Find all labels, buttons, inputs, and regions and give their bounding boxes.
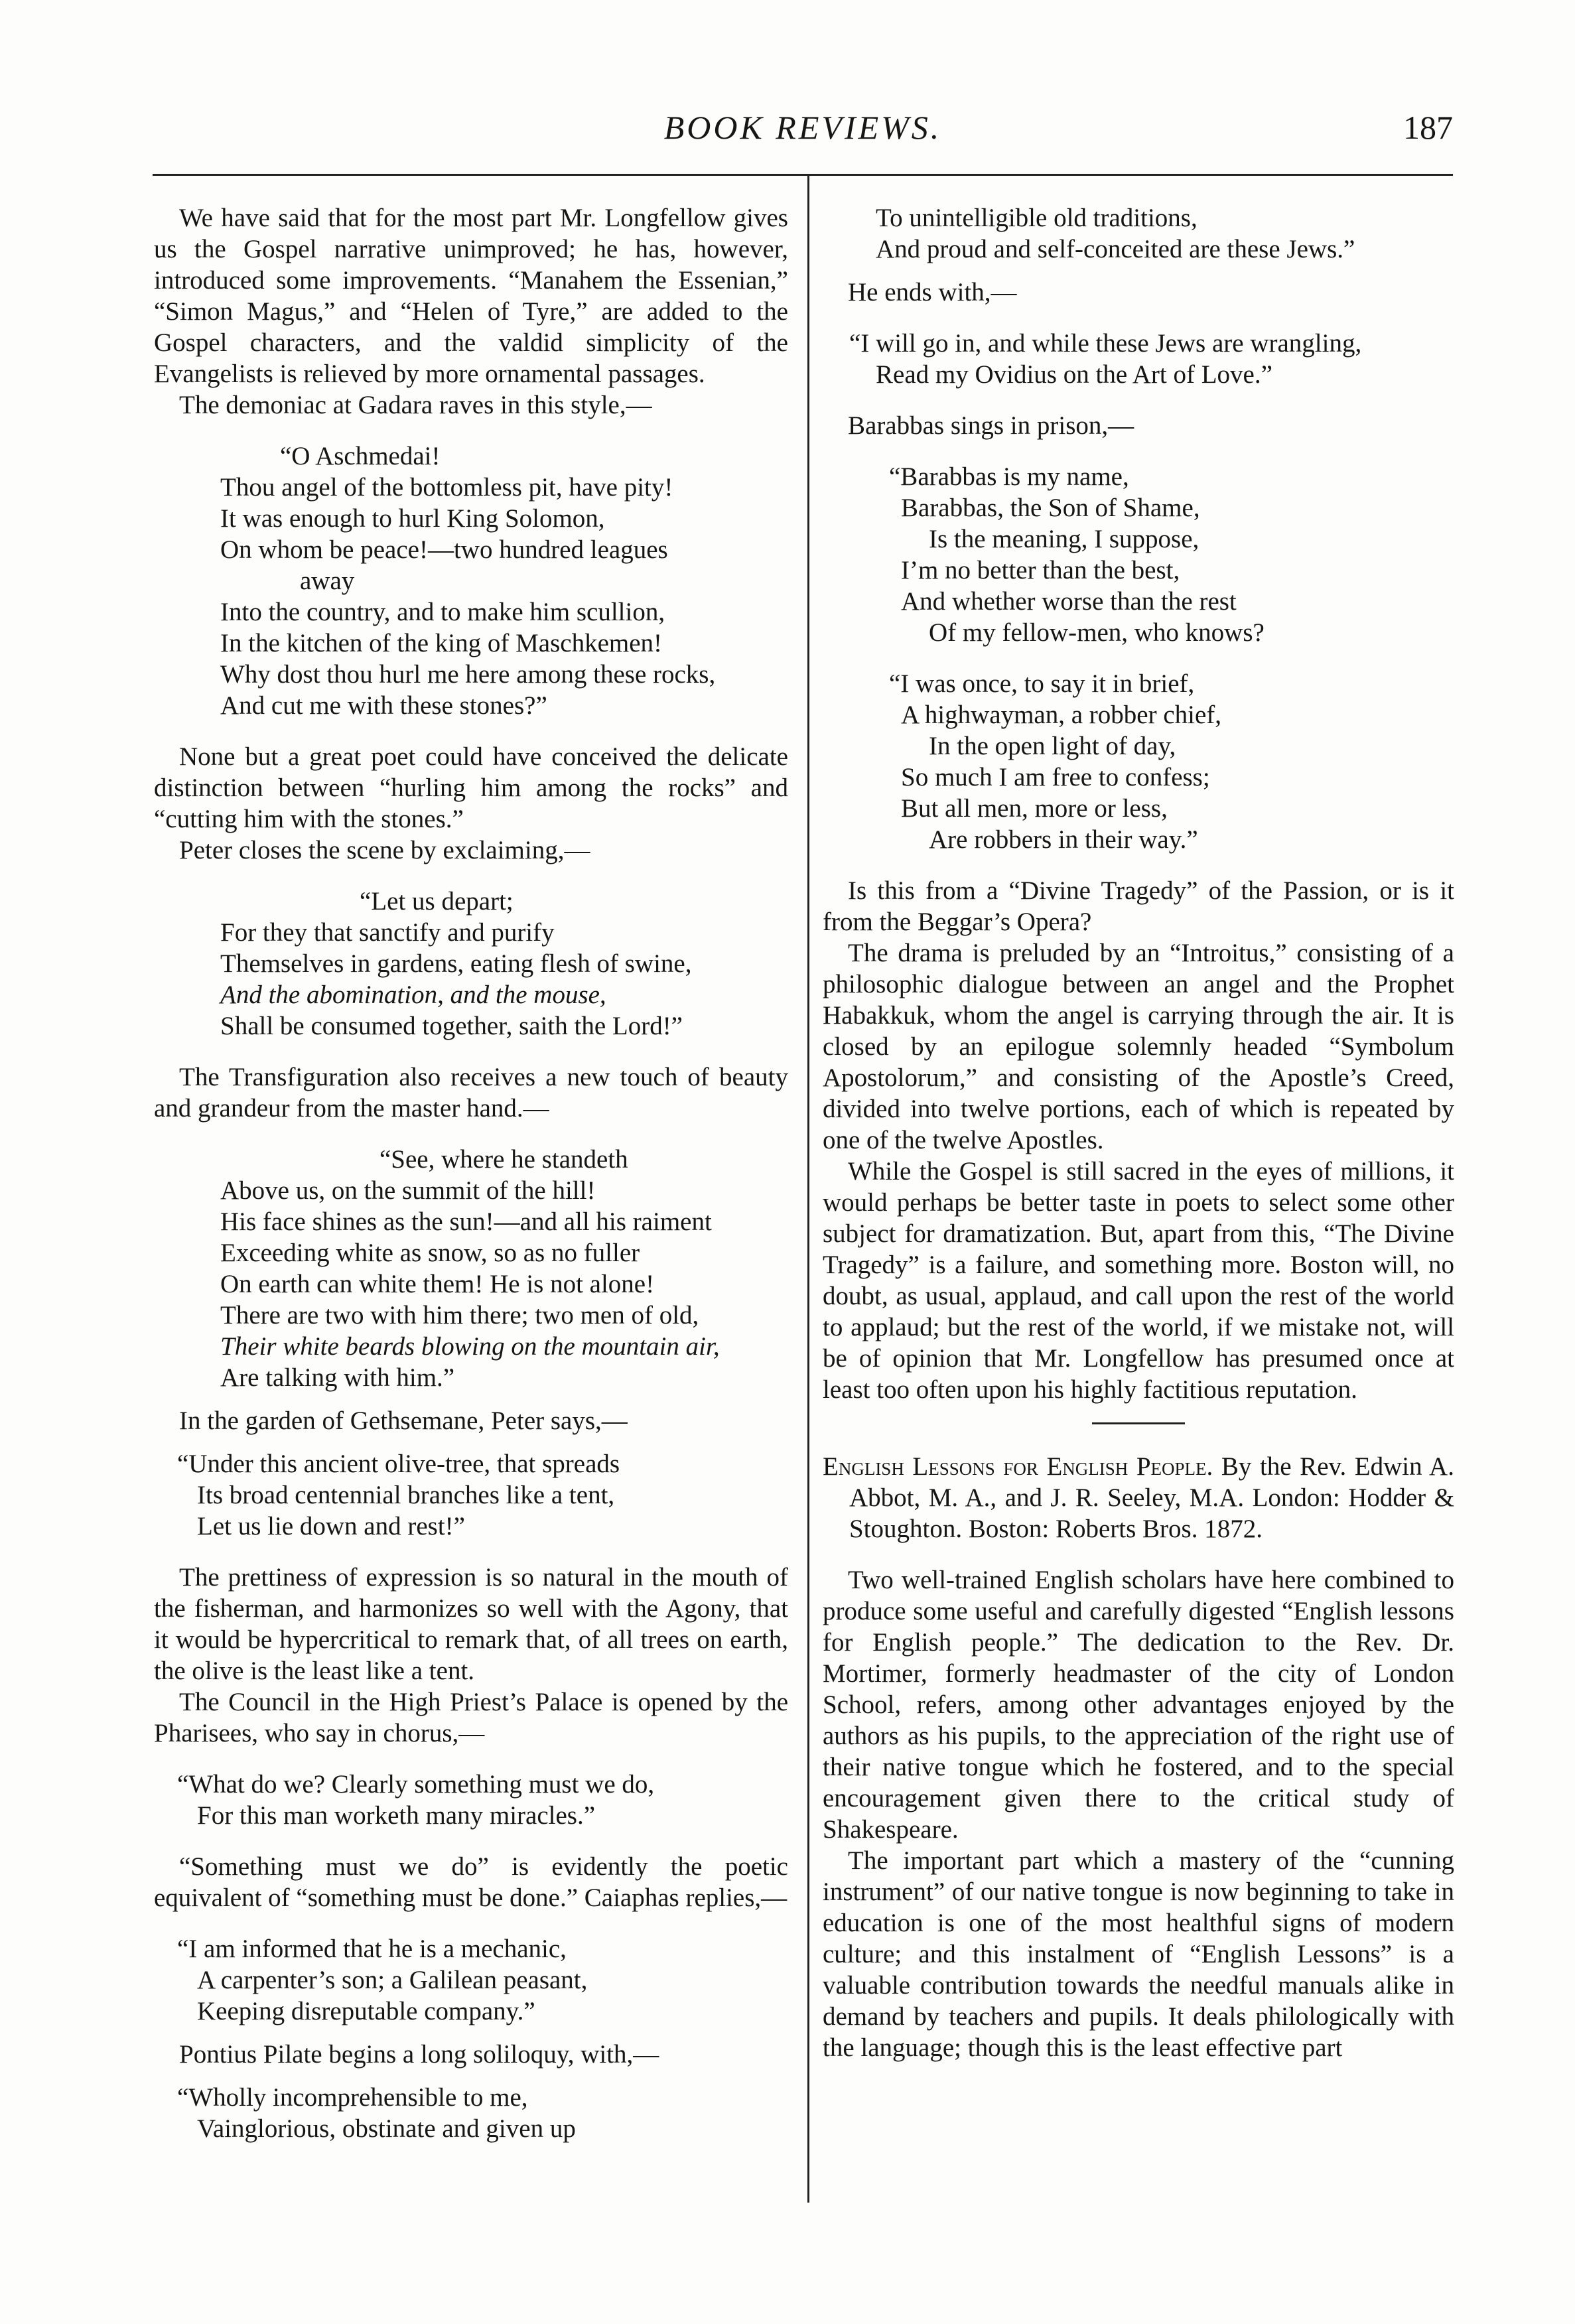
paragraph: Two well-trained English scholars have here combined to produce some useful and carefully digested “English lessons for English people.” The dedication to the Rev. Dr. Mortimer, formerly headmaster of the city of London School, refers, among other advantages enjoyed by the authors as his pupils, to the appreciation of the right use of their native tongue which he fostered, and to the special encouragement given there to the critical study of Shakespeare. bbox=[823, 1566, 1454, 1844]
verse-line: Thou angel of the bottomless pit, have pity! bbox=[220, 473, 673, 502]
paragraph: The Council in the High Priest’s Palace is opened by the Pharisees, who say in chorus,— bbox=[154, 1688, 788, 1747]
verse-line: “What do we? Clearly something must we do, bbox=[177, 1770, 655, 1799]
paragraph: The prettiness of expression is so natural in the mouth of the fisherman, and harmonizes so well with the Agony, that it would be hypercritical to remark that, of all trees on earth, the olive is the least like a tent. bbox=[154, 1563, 788, 1685]
verse-quote bbox=[823, 202, 1454, 265]
verse-line: Shall be consumed together, saith the Lord!” bbox=[220, 1012, 683, 1040]
verse-line: Into the country, and to make him scullion, bbox=[220, 598, 665, 626]
verse-line: Is the meaning, I suppose, bbox=[929, 525, 1199, 553]
verse-line: His face shines as the sun!—and all his raiment bbox=[220, 1207, 712, 1236]
verse-line: “Let us depart; bbox=[360, 887, 514, 916]
verse-line: Keeping disreputable company.” bbox=[197, 1997, 535, 2025]
left-column bbox=[154, 202, 788, 2144]
verse-quote bbox=[154, 1144, 788, 1393]
verse-line: “See, where he standeth bbox=[379, 1145, 628, 1174]
verse-quote bbox=[154, 1933, 788, 2027]
verse-line: And cut me with these stones?” bbox=[220, 691, 547, 720]
paragraph: Peter closes the scene by exclaiming,— bbox=[179, 836, 590, 864]
verse-line: “Under this ancient olive-tree, that spreads bbox=[177, 1450, 620, 1478]
verse-line: Above us, on the summit of the hill! bbox=[220, 1176, 596, 1205]
paragraph: “Something must we do” is evidently the poetic equivalent of “something must be done.” Caiaphas replies,— bbox=[154, 1852, 788, 1912]
verse-line: Of my fellow-men, who knows? bbox=[929, 618, 1265, 647]
header-rule bbox=[153, 174, 1453, 176]
paragraph: The drama is preluded by an “Introitus,” consisting of a philosophic dialogue between an angel and the Prophet Habakkuk, whom the angel is carrying through the air. It is closed by an epilogue solemnly headed “Symbolum Apostolorum,” and consisting of the Apostle’s Creed, divided into twelve portions, each of which is repeated by one of the twelve Apostles. bbox=[823, 939, 1454, 1154]
verse-quote bbox=[154, 1769, 788, 1831]
verse-quote bbox=[823, 328, 1454, 390]
paragraph: While the Gospel is still sacred in the eyes of millions, it would perhaps be better taste in poets to select some other subject for dramatization. But, apart from this, “The Divine Tragedy” is a failure, and something more. Boston will, no doubt, as usual, applaud, and call upon the rest of the world to applaud; but the rest of the world, if we mistake not, will be of opinion that Mr. Longfellow has presumed once at least too often upon his highly factitious reputation. bbox=[823, 1157, 1454, 1404]
book-citation bbox=[823, 1451, 1454, 1544]
verse-line: Barabbas, the Son of Shame, bbox=[901, 494, 1200, 522]
verse-quote bbox=[154, 2082, 788, 2144]
verse-line: Their white beards blowing on the mountain air, bbox=[220, 1332, 720, 1361]
running-title: BOOK REVIEWS. bbox=[663, 109, 942, 146]
verse-line: It was enough to hurl King Solomon, bbox=[220, 504, 605, 533]
verse-line: away bbox=[300, 567, 355, 595]
verse-quote bbox=[823, 668, 1454, 855]
verse-line: Themselves in gardens, eating flesh of swine, bbox=[220, 949, 692, 978]
verse-line: In the kitchen of the king of Maschkemen! bbox=[220, 629, 663, 657]
verse-line: And whether worse than the rest bbox=[901, 587, 1237, 616]
paragraph: We have said that for the most part Mr. Longfellow gives us the Gospel narrative unimproved; he has, however, introduced some improvements. “Manahem the Essenian,” “Simon Magus,” and “Helen of Tyre,” are added to the Gospel characters, and the valdid simplicity of the Evangelists is relieved by more ornamental passages. bbox=[154, 204, 788, 388]
verse-line: There are two with him there; two men of old, bbox=[220, 1301, 699, 1330]
paragraph: None but a great poet could have conceived the delicate distinction between “hurling him among the rocks” and “cutting him with the stones.” bbox=[154, 742, 788, 833]
verse-line: Vainglorious, obstinate and given up bbox=[197, 2114, 576, 2143]
verse-quote bbox=[154, 886, 788, 1042]
verse-line: “O Aschmedai! bbox=[280, 442, 441, 470]
verse-line: So much I am free to confess; bbox=[901, 763, 1210, 791]
verse-line: Are talking with him.” bbox=[220, 1363, 455, 1392]
column-divider bbox=[807, 176, 809, 2203]
paragraph: Barabbas sings in prison,— bbox=[848, 411, 1134, 440]
verse-line: On earth can white them! He is not alone! bbox=[220, 1270, 655, 1298]
paragraph: In the garden of Gethsemane, Peter says,— bbox=[179, 1406, 628, 1435]
verse-quote bbox=[154, 1448, 788, 1542]
verse-line: But all men, more or less, bbox=[901, 794, 1168, 823]
verse-line: Are robbers in their way.” bbox=[929, 825, 1198, 854]
verse-line: A carpenter’s son; a Galilean peasant, bbox=[197, 1966, 588, 1994]
verse-line: In the open light of day, bbox=[929, 732, 1176, 760]
paragraph: He ends with,— bbox=[848, 278, 1017, 307]
verse-line: Why dost thou hurl me here among these rocks, bbox=[220, 660, 716, 689]
verse-line: For they that sanctify and purify bbox=[220, 918, 555, 947]
paragraph: The Transfiguration also receives a new touch of beauty and grandeur from the master hand.— bbox=[154, 1063, 788, 1123]
verse-line: To unintelligible old traditions, bbox=[876, 204, 1198, 232]
verse-line: For this man worketh many miracles.” bbox=[197, 1801, 596, 1830]
right-column bbox=[823, 202, 1454, 2063]
section-separator bbox=[1092, 1422, 1185, 1424]
verse-quote bbox=[823, 461, 1454, 648]
verse-line: And proud and self-conceited are these Jews.” bbox=[876, 235, 1355, 263]
book-details: By the Rev. Edwin A. Abbot, M. A., and J. R. Seeley, M.A. London: Hodder & Stoughton. Boston: Roberts Bros. 1872. bbox=[849, 1452, 1454, 1543]
paragraph: Is this from a “Divine Tragedy” of the Passion, or is it from the Beggar’s Opera? bbox=[823, 876, 1454, 936]
verse-line: And the abomination, and the mouse, bbox=[220, 981, 606, 1009]
verse-line: Exceeding white as snow, so as no fuller bbox=[220, 1239, 640, 1267]
paragraph: Pontius Pilate begins a long soliloquy, with,— bbox=[179, 2040, 659, 2069]
verse-line: “I was once, to say it in brief, bbox=[889, 669, 1195, 698]
verse-quote bbox=[154, 441, 788, 721]
verse-line: On whom be peace!—two hundred leagues bbox=[220, 535, 668, 564]
verse-line: “I will go in, and while these Jews are wrangling, bbox=[849, 329, 1362, 358]
verse-line: Its broad centennial branches like a tent, bbox=[197, 1481, 615, 1509]
verse-line: A highwayman, a robber chief, bbox=[901, 701, 1222, 729]
verse-line: I’m no better than the best, bbox=[901, 556, 1180, 584]
running-header bbox=[153, 103, 1453, 156]
verse-line: “Wholly incomprehensible to me, bbox=[177, 2083, 528, 2112]
verse-line: “Barabbas is my name, bbox=[889, 462, 1129, 491]
verse-line: Let us lie down and rest!” bbox=[197, 1512, 465, 1540]
paragraph: The important part which a mastery of the “cunning instrument” of our native tongue is now beginning to take in education is one of the most healthful signs of modern culture; and this instalment of “English Lessons” is a valuable contribution towards the needful manuals alike in demand by teachers and pupils. It deals philologically with the language; though this is the least effective part bbox=[823, 1846, 1454, 2062]
book-title: English Lessons for English People. bbox=[823, 1452, 1213, 1481]
verse-line: Read my Ovidius on the Art of Love.” bbox=[876, 360, 1272, 389]
verse-line: “I am informed that he is a mechanic, bbox=[177, 1935, 567, 1963]
page-number: 187 bbox=[1403, 109, 1453, 146]
paragraph: The demoniac at Gadara raves in this style,— bbox=[179, 391, 652, 419]
